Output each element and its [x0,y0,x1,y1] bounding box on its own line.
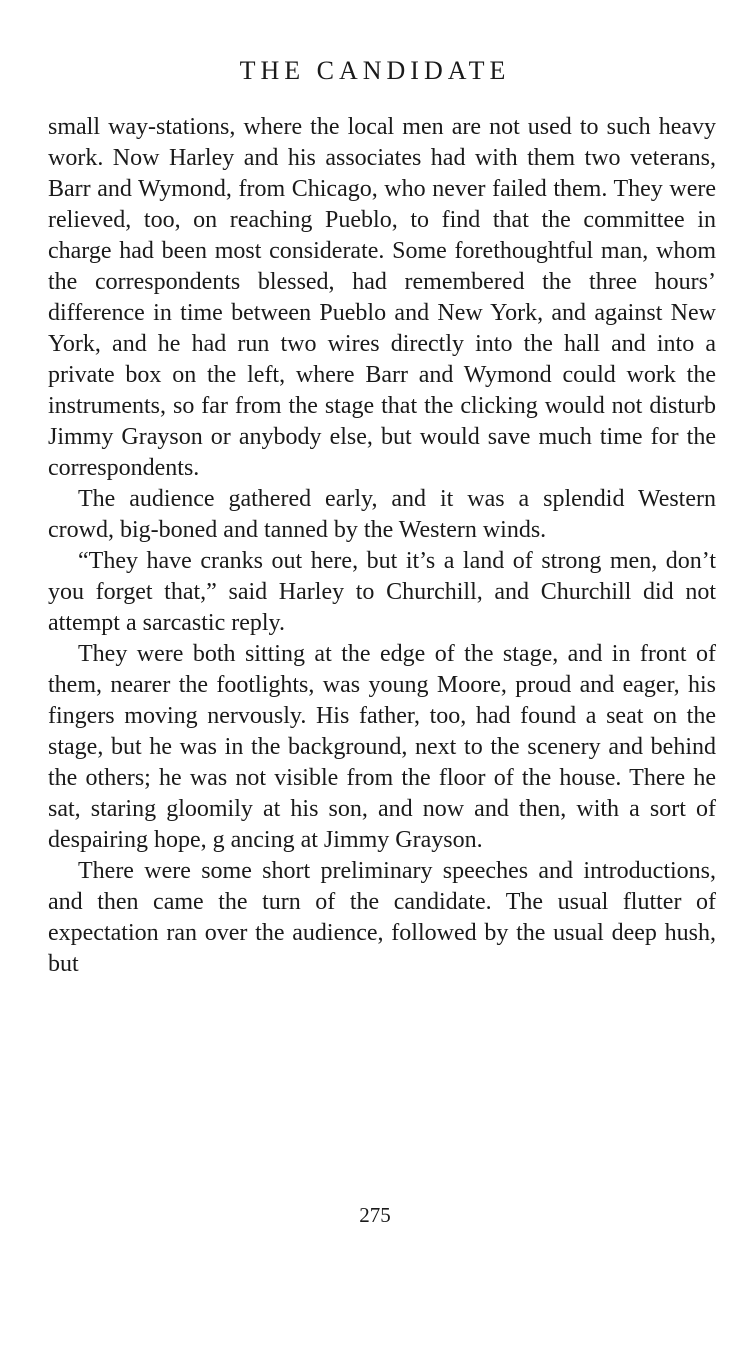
paragraph: small way-stations, where the local men are not used to such heavy work. Now Harley and his associates had with them two veterans, Barr and Wymond, from Chicago, who never failed them. They were relieved, too, on reaching Pueblo, to find that the committee in charge had been most considerate. Some forethoughtful man, whom the correspondents blessed, had remembered the three hours’ difference in time between Pueblo and New York, and against New York, and he had run two wires directly into the hall and into a private box on the left, where Barr and Wymond could work the instruments, so far from the stage that the clicking would not disturb Jimmy Grayson or anybody else, but would save much time for the correspondents. [48,114,716,481]
paragraph: The audience gathered early, and it was a splendid Western crowd, big-boned and tanned by the Western winds. [48,486,716,543]
body-text [48,112,716,980]
paragraph: They were both sitting at the edge of the stage, and in front of them, nearer the footlights, was young Moore, proud and eager, his fingers moving nervously. His father, too, had found a seat on the stage, but he was in the background, next to the scenery and behind the others; he was not visible from the floor of the house. There he sat, staring gloomily at his son, and now and then, with a sort of despairing hope, g ancing at Jimmy Grayson. [48,641,716,853]
page-number: 275 [359,1203,391,1227]
paragraph: “They have cranks out here, but it’s a land of strong men, don’t you forget that,” said Harley to Churchill, and Churchill did not attempt a sarcastic reply. [48,548,716,636]
running-head: THE CANDIDATE [239,56,511,85]
paragraph: There were some short preliminary speeches and introductions, and then came the turn of the candidate. The usual flutter of expectation ran over the audience, followed by the usual deep hush, but [48,858,716,977]
